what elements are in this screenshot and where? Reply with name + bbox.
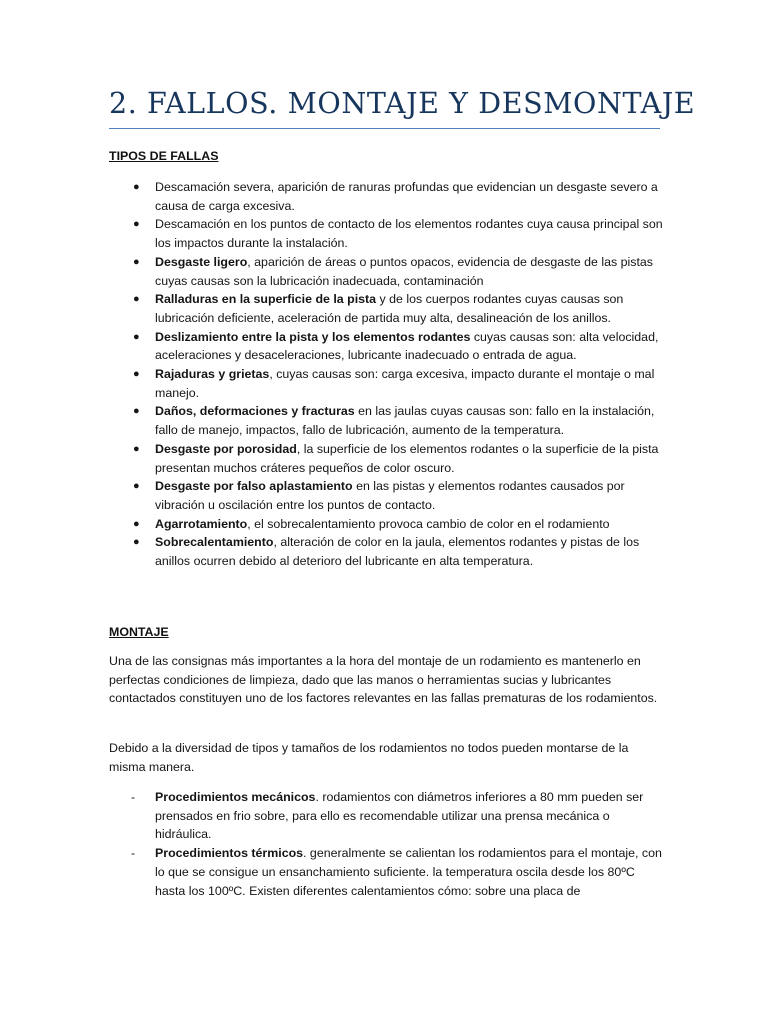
title-underline (109, 128, 660, 129)
list-item-text: , la superficie de los elementos rodantes o la superficie de la pista presentan muchos cráteres pequeños de color oscuro. (155, 441, 659, 475)
list-item-bold-term: Deslizamiento entre la pista y los elementos rodantes (155, 329, 471, 344)
list-item-bold-term: Desgaste por falso aplastamiento (155, 479, 353, 494)
list-item-text: . rodamientos con diámetros inferiores a 80 mm pueden ser prensados en frio sobre, para ello es recomendable utilizar una prensa mecánica o hidráulica. (155, 790, 644, 842)
list-item-text: Descamación en los puntos de contacto de los elementos rodantes cuya causa principal son los impactos durante la instalación. (155, 217, 663, 251)
fallas-bullet-list (109, 178, 664, 571)
list-item-text: , aparición de áreas o puntos opacos, evidencia de desgaste de las pistas cuyas causas son la lubricación inadecuada, contaminación (155, 254, 653, 288)
list-item-text: , el sobrecalentamiento provoca cambio de color en el rodamiento (247, 516, 610, 531)
bullet-icon: ● (133, 293, 140, 306)
list-item-bold-term: Rajaduras y grietas (155, 367, 270, 382)
list-item-bold-term: Procedimientos térmicos (155, 846, 304, 861)
list-item-bold-term: Desgaste por porosidad (155, 441, 297, 456)
bullet-icon: ● (133, 517, 140, 530)
list-item-bold-term: Procedimientos mecánicos (155, 790, 316, 804)
falla-list-item (109, 440, 664, 477)
falla-list-item (109, 215, 664, 252)
falla-list-item (109, 253, 664, 290)
list-item-bold-term: Ralladuras en la superficie de la pista (155, 292, 377, 307)
procedure-list-item (109, 844, 664, 900)
bullet-icon: ● (133, 405, 140, 418)
procedure-list-item (109, 788, 664, 844)
list-item-bold-term: Daños, deformaciones y fracturas (155, 404, 355, 419)
list-item-text: y de los cuerpos rodantes cuyas causas son lubricación deficiente, aceleración de partida muy alta, desalineación de los anillos. (155, 292, 624, 325)
page-title: 2. FALLOS. MONTAJE Y DESMONTAJE (109, 87, 696, 120)
section-heading-tipos-de-fallas: TIPOS DE FALLAS (109, 149, 219, 163)
list-item-bold-term: Desgaste ligero (155, 254, 248, 269)
procedures-dash-list (109, 788, 664, 900)
list-item-text: Descamación severa, aparición de ranuras profundas que evidencian un desgaste severo a causa de carga excesiva. (155, 180, 658, 213)
bullet-icon: ● (133, 330, 140, 343)
list-item-text: cuyas causas son: alta velocidad, aceleraciones y desaceleraciones, lubricante inadecuado o entrada de agua. (155, 329, 659, 363)
bullet-icon: ● (133, 536, 140, 549)
falla-list-item (109, 402, 664, 439)
list-item-text: , cuyas causas son: carga excesiva, impacto durante el montaje o mal manejo. (155, 367, 655, 400)
bullet-icon: ● (133, 218, 140, 231)
list-item-text: en las jaulas cuyas causas son: fallo en la instalación, fallo de manejo, impactos, fallo de lubricación, aumento de la temperatura. (155, 404, 655, 438)
falla-list-item (109, 328, 664, 365)
montaje-paragraph: Debido a la diversidad de tipos y tamaños de los rodamientos no todos pueden montarse de la misma manera. (109, 741, 629, 774)
bullet-icon: ● (133, 442, 140, 455)
section-heading-montaje: MONTAJE (109, 625, 169, 639)
falla-list-item (109, 290, 664, 327)
falla-list-item (109, 515, 664, 534)
bullet-icon: ● (133, 480, 140, 493)
dash-icon: - (131, 846, 136, 861)
list-item-bold-term: Agarrotamiento (155, 516, 248, 531)
falla-list-item (109, 533, 664, 570)
dash-icon: - (131, 790, 136, 804)
montaje-paragraph: Una de las consignas más importantes a la hora del montaje de un rodamiento es mantenerlo en perfectas condiciones de limpieza, dado que las manos o herramientas sucias y lubricantes contactados constituyen uno de los factores relevantes en las fallas prematuras de los rodamientos. (109, 654, 658, 706)
list-item-bold-term: Sobrecalentamiento (155, 535, 274, 550)
bullet-icon: ● (133, 181, 140, 193)
bullet-icon: ● (133, 368, 140, 381)
bullet-icon: ● (133, 255, 140, 268)
falla-list-item (109, 178, 664, 215)
falla-list-item (109, 365, 664, 402)
list-item-text: en las pistas y elementos rodantes causados por vibración u oscilación entre los puntos de contacto. (155, 479, 625, 512)
list-item-text: . generalmente se calientan los rodamientos para el montaje, con lo que se consigue un ensanchamiento suficiente. la temperatura oscila desde los 80ºC hasta los 100ºC. Existen diferentes calentamientos cómo: sobre una placa de (155, 846, 662, 898)
list-item-text: , alteración de color en la jaula, elementos rodantes y pistas de los anillos ocurren debido al deterioro del lubricante en alta temperatura. (155, 535, 640, 569)
falla-list-item (109, 477, 664, 514)
